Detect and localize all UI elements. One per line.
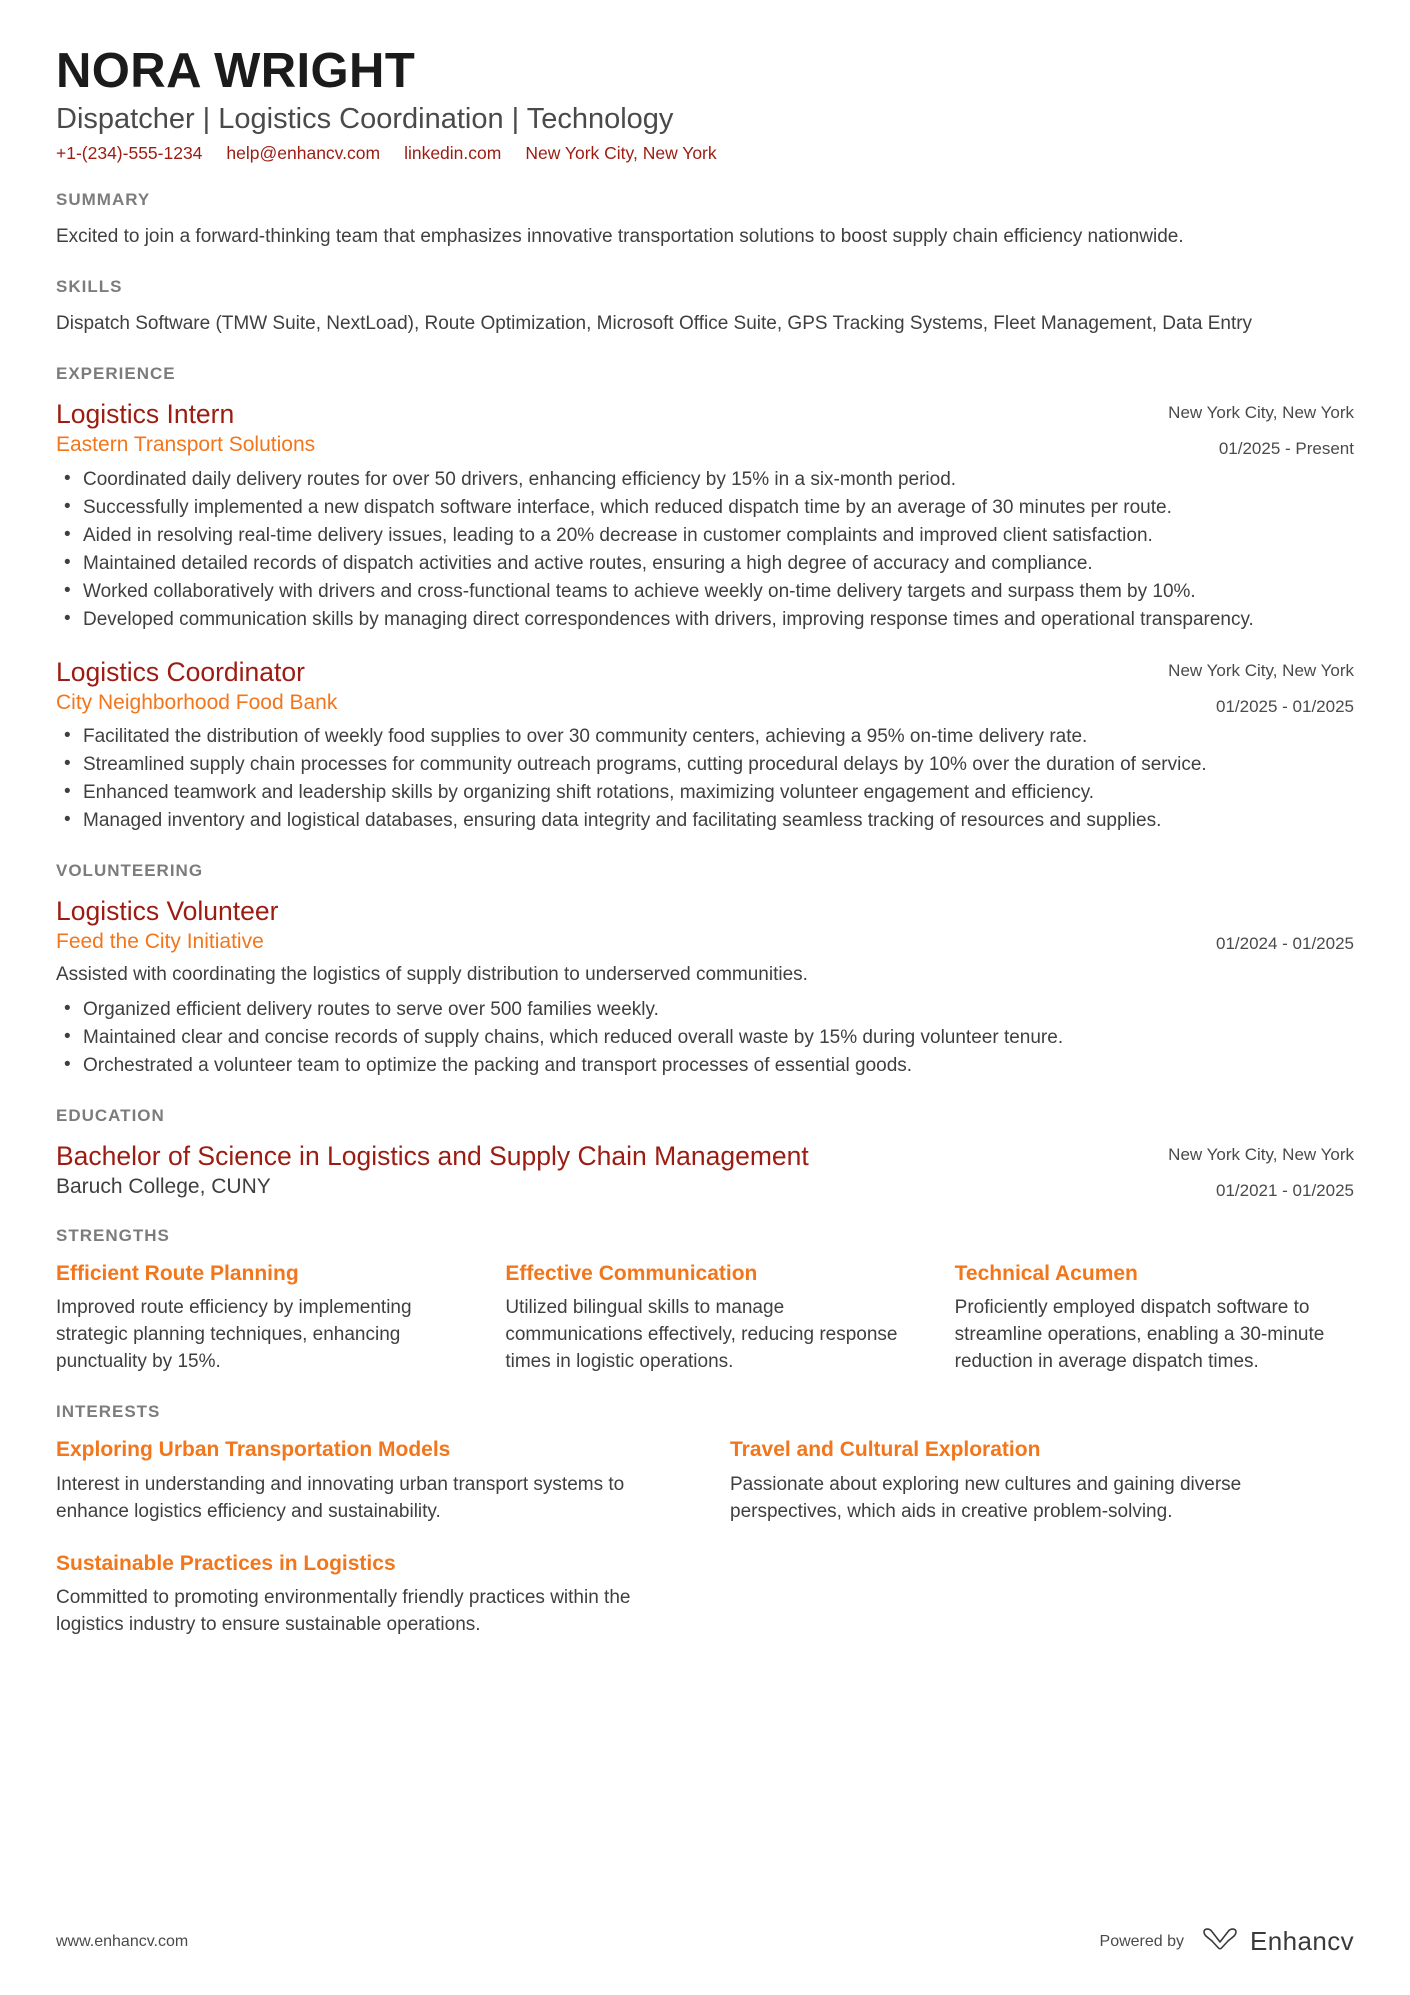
- enhancv-wordmark: Enhancv: [1250, 1926, 1354, 1956]
- strength-title: Efficient Route Planning: [56, 1262, 299, 1286]
- job-bullet: • Streamlined supply chain processes for community outreach programs, cutting procedural delays by 10% over the duration of service.: [56, 752, 1354, 779]
- section-education: [56, 1106, 1354, 1201]
- strength-title: Technical Acumen: [954, 1262, 1138, 1286]
- section-interests: [56, 1402, 1354, 1638]
- job-bullet: • Successfully implemented a new dispatch software interface, which reduced dispatch time by an average of 30 minutes per route.: [56, 495, 1354, 522]
- job-title: Logistics Coordinator: [56, 656, 305, 687]
- job-location: New York City, New York: [1168, 660, 1354, 680]
- job-bullet: • Facilitated the distribution of weekly food supplies to over 30 community centers, achieving a 95% on-time delivery rate.: [56, 724, 1354, 751]
- education-dates: 01/2021 - 01/2025: [1215, 1180, 1354, 1200]
- enhancv-logo-icon: [1200, 1926, 1240, 1957]
- job-bullet: • Worked collaboratively with drivers and cross-functional teams to achieve weekly on-time delivery targets and surpass them by 10%.: [56, 579, 1354, 606]
- section-skills: [56, 277, 1354, 338]
- volunteering-entry-head: [56, 895, 1354, 956]
- footer-url[interactable]: www.enhancv.com: [56, 1932, 189, 1950]
- candidate-name: NORA WRIGHT: [56, 44, 416, 98]
- experience-entry-meta: [1168, 656, 1354, 715]
- volunteering-entry-meta: [1216, 895, 1354, 952]
- resume-header: [56, 44, 1354, 164]
- interest-card: [56, 1436, 676, 1525]
- volunteer-dates: 01/2024 - 01/2025: [1215, 934, 1354, 953]
- section-experience: [56, 364, 1354, 835]
- job-company: Eastern Transport Solutions: [56, 433, 316, 457]
- experience-entry: [56, 398, 1354, 633]
- job-location: New York City, New York: [1168, 403, 1354, 423]
- interest-title: Sustainable Practices in Logistics: [56, 1551, 396, 1575]
- section-volunteering: [56, 861, 1354, 1080]
- strength-text: Utilized bilingual skills to manage communications effectively, reducing response times in logistic operations.: [505, 1297, 898, 1373]
- interest-title: Travel and Cultural Exploration: [730, 1438, 1041, 1462]
- volunteering-entry-left: [56, 895, 1192, 956]
- volunteering-entry: [56, 895, 1354, 1080]
- strengths-heading: STRENGTHS: [56, 1226, 170, 1246]
- job-title: Logistics Intern: [56, 399, 235, 430]
- job-bullet: • Maintained detailed records of dispatch activities and active routes, ensuring a high degree of accuracy and compliance.: [56, 551, 1354, 578]
- interests-grid: [56, 1436, 1354, 1638]
- summary-text: Excited to join a forward-thinking team that emphasizes innovative transportation solutions to boost supply chain efficiency nationwide.: [56, 226, 1184, 248]
- job-bullet: • Enhanced teamwork and leadership skills by organizing shift rotations, maximizing volunteer engagement and efficiency.: [56, 780, 1354, 807]
- experience-entry-meta: [1168, 398, 1354, 457]
- skills-text: Dispatch Software (TMW Suite, NextLoad), Route Optimization, Microsoft Office Suite, GPS Tracking Systems, Fleet Management, Data Entry: [56, 313, 1253, 335]
- education-entry-head: [56, 1140, 1354, 1201]
- interest-text: Passionate about exploring new cultures and gaining diverse perspectives, which aids in creative problem-solving.: [730, 1473, 1242, 1522]
- strength-card: [505, 1260, 904, 1376]
- powered-by-label: Powered by: [1099, 1932, 1185, 1950]
- experience-entry-left: [56, 398, 1144, 459]
- strength-text: Improved route efficiency by implementing strategic planning techniques, enhancing punctuality by 15%.: [56, 1297, 412, 1373]
- strength-card: [955, 1260, 1354, 1376]
- strength-text: Proficiently employed dispatch software to streamline operations, enabling a 30-minute reduction in average dispatch times.: [954, 1297, 1325, 1373]
- education-entry: [56, 1140, 1354, 1201]
- interest-card: [56, 1550, 676, 1639]
- strengths-grid: [56, 1260, 1354, 1376]
- contact-location: New York City, New York: [525, 143, 717, 164]
- interest-card: [730, 1436, 1350, 1525]
- school-name: Baruch College, CUNY: [56, 1174, 271, 1198]
- footer-branding: [1100, 1926, 1354, 1957]
- volunteer-bullets: [56, 997, 1354, 1080]
- candidate-headline: Dispatcher | Logistics Coordination | Technology: [56, 102, 674, 135]
- volunteer-organization: Feed the City Initiative: [56, 930, 264, 954]
- volunteer-bullet: • Orchestrated a volunteer team to optimize the packing and transport processes of essential goods.: [56, 1053, 1354, 1080]
- education-heading: EDUCATION: [56, 1105, 165, 1125]
- job-company: City Neighborhood Food Bank: [56, 690, 338, 714]
- experience-entry-head: [56, 398, 1354, 459]
- volunteer-description: Assisted with coordinating the logistics of supply distribution to underserved communities.: [56, 963, 808, 985]
- experience-entry-head: [56, 656, 1354, 717]
- education-entry-left: [56, 1140, 1144, 1201]
- job-bullets: [56, 467, 1354, 634]
- experience-entry: [56, 656, 1354, 836]
- contact-email[interactable]: help@enhancv.com: [226, 143, 381, 164]
- enhancv-brand: [1200, 1926, 1354, 1957]
- job-dates: 01/2025 - 01/2025: [1215, 696, 1354, 716]
- interest-text: Interest in understanding and innovating urban transport systems to enhance logistics efficiency and sustainability.: [56, 1473, 625, 1522]
- contact-linkedin[interactable]: linkedin.com: [404, 143, 502, 164]
- strength-title: Effective Communication: [505, 1262, 758, 1286]
- volunteer-role: Logistics Volunteer: [56, 896, 279, 926]
- interest-text: Committed to promoting environmentally friendly practices within the logistics industry to ensure sustainable operations.: [56, 1586, 631, 1635]
- job-bullet: • Developed communication skills by managing direct correspondences with drivers, improving response times and operational transparency.: [56, 607, 1354, 634]
- experience-heading: EXPERIENCE: [56, 364, 176, 384]
- summary-heading: SUMMARY: [56, 190, 151, 210]
- contact-row: [56, 143, 1354, 164]
- section-summary: [56, 190, 1354, 251]
- experience-entry-left: [56, 656, 1144, 717]
- volunteer-bullet: • Organized efficient delivery routes to serve over 500 families weekly.: [56, 997, 1354, 1024]
- job-bullets: [56, 724, 1354, 835]
- job-bullet: • Managed inventory and logistical databases, ensuring data integrity and facilitating seamless tracking of resources and supplies.: [56, 808, 1354, 835]
- skills-heading: SKILLS: [56, 277, 123, 297]
- section-strengths: [56, 1226, 1354, 1376]
- contact-phone[interactable]: +1-(234)-555-1234: [56, 143, 203, 164]
- volunteering-heading: VOLUNTEERING: [56, 861, 204, 880]
- strength-card: [56, 1260, 455, 1376]
- job-bullet: • Coordinated daily delivery routes for over 50 drivers, enhancing efficiency by 15% in a six-month period.: [56, 467, 1354, 494]
- education-entry-meta: [1168, 1140, 1354, 1199]
- resume-footer: [56, 1926, 1354, 1957]
- education-location: New York City, New York: [1168, 1144, 1354, 1164]
- degree-title: Bachelor of Science in Logistics and Supply Chain Management: [56, 1140, 809, 1171]
- job-bullet: • Aided in resolving real-time delivery issues, leading to a 20% decrease in customer complaints and improved client satisfaction.: [56, 523, 1354, 550]
- interest-title: Exploring Urban Transportation Models: [56, 1438, 451, 1462]
- job-dates: 01/2025 - Present: [1218, 439, 1354, 459]
- volunteer-bullet: • Maintained clear and concise records of supply chains, which reduced overall waste by 15% during volunteer tenure.: [56, 1025, 1354, 1052]
- interests-heading: INTERESTS: [56, 1402, 161, 1422]
